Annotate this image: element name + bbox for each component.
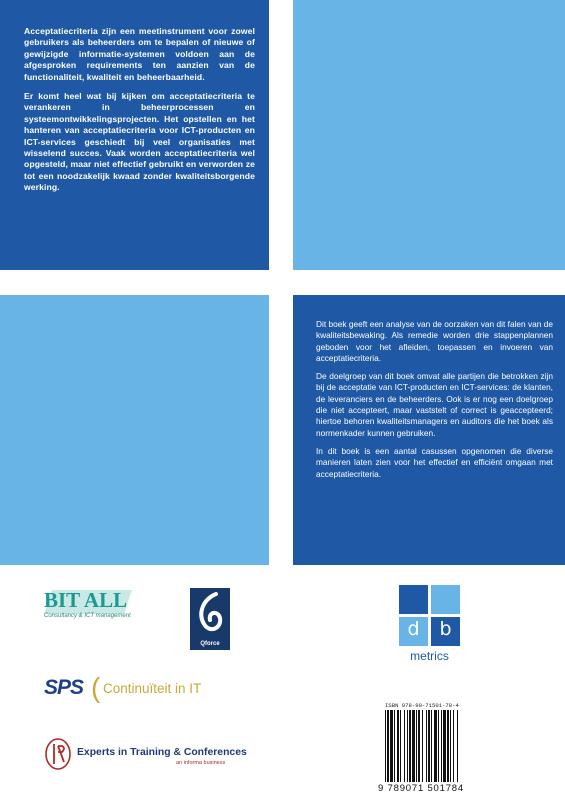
sps-tagline: Continuïteit in IT (103, 681, 202, 696)
isbn-label: ISBN 978-90-71501-78-4 (385, 702, 459, 709)
barcode-bar (416, 710, 417, 782)
iir-subtagline: an informa business (176, 760, 226, 766)
barcode-bar (453, 710, 454, 782)
barcode-bar (397, 710, 399, 782)
dbmetrics-letter-d: d (407, 618, 420, 640)
body-paragraph-1: Dit boek geeft een analyse van de oorzaken van dit falen van de kwaliteitsbewaking. Als remedie worden drie stappenplannen geboden voor het afleiden, toepassen en invoeren van acceptatiecriteria. (316, 319, 553, 363)
iir-logo (44, 736, 247, 772)
sps-mark: SPS (44, 676, 84, 699)
barcode-bar (390, 710, 393, 782)
barcode-bar (400, 710, 401, 782)
bottom-right-text-panel (293, 295, 565, 565)
top-right-color-block (293, 0, 565, 270)
barcode-icon (384, 710, 478, 782)
barcode-bar (418, 710, 420, 782)
sps-logo (44, 672, 264, 706)
barcode-bar (426, 710, 427, 782)
barcode-bar (394, 710, 395, 782)
intro-paragraph-1: Acceptatiecriteria zijn een meetinstrument voor zowel gebruikers als beheerders om te bepalen of nieuwe of gewijzigde informatie-systemen voldoen aan de afgesproken requirements ten aanzien van de functionaliteit, kwaliteit en beheerbaarheid. (24, 26, 255, 82)
barcode-bar (428, 710, 430, 782)
bitall-name: BIT ALL (44, 588, 128, 612)
barcode-bar (434, 710, 437, 782)
barcode-bar (407, 710, 408, 782)
dbmetrics-square (431, 585, 460, 614)
barcode-bar (412, 710, 415, 782)
barcode-bar (431, 710, 432, 782)
barcode-bar (443, 710, 446, 782)
bottom-left-color-block (0, 295, 269, 565)
dbmetrics-logo (399, 585, 460, 665)
barcode-bar (422, 710, 423, 782)
barcode-bar (387, 710, 389, 782)
barcode-bar (457, 710, 458, 782)
dbmetrics-name: metrics (410, 649, 449, 663)
dbmetrics-letter-b: b (439, 618, 452, 640)
barcode-bar (450, 710, 451, 782)
bitall-tagline: Consultancy & ICT management (44, 613, 131, 619)
barcode-bar (447, 710, 449, 782)
iir-tagline: Experts in Training & Conferences (77, 747, 247, 758)
qforce-swirl-icon (190, 588, 230, 640)
sps-paren-icon: ( (91, 672, 101, 703)
barcode-bar (409, 710, 411, 782)
barcode-bar (404, 710, 405, 782)
dbmetrics-square (399, 585, 428, 614)
body-paragraph-2: De doelgroep van dit boek omvat alle partijen die betrokken zijn bij de acceptatie van ICT-producten en ICT-services: de klanten, de leveranciers en de beheerders. Ook is er nog een doelgroep die niet accepteert, maar vaststelt of correct is geaccepteerd; hiertoe behoren kwaliteitsmanagers en auditors die het boek als normenkader kunnen gebruiken. (316, 371, 553, 438)
barcode-bar (441, 710, 442, 782)
iir-emblem-icon (44, 736, 74, 772)
top-left-text-panel (0, 0, 269, 270)
barcode-bar (438, 710, 439, 782)
qforce-name: Qforce (200, 641, 220, 647)
barcode-number: 9 789071 501784 (378, 783, 464, 794)
bitall-logo (44, 584, 164, 634)
qforce-logo (190, 588, 230, 650)
barcode-bar (385, 710, 386, 782)
intro-paragraph-2: Er komt heel wat bij kijken om acceptatiecriteria te verankeren in beheerprocessen en systeemontwikkelingsprojecten. Het opstellen en het hanteren van acceptatiecriteria voor ICT-producten en ICT-services geschiedt bij veel organisaties met wisselend succes. Vaak worden acceptatiecriteria wel opgesteld, maar niet effectief gebruikt en verworden ze tot een noodzakelijk kwaad zonder kwaliteitsborgende werking. (24, 91, 255, 193)
body-paragraph-3: In dit boek is een aantal casussen opgenomen die diverse manieren laten zien voor het effectief en efficiënt omgaan met acceptatiecriteria. (316, 445, 553, 479)
